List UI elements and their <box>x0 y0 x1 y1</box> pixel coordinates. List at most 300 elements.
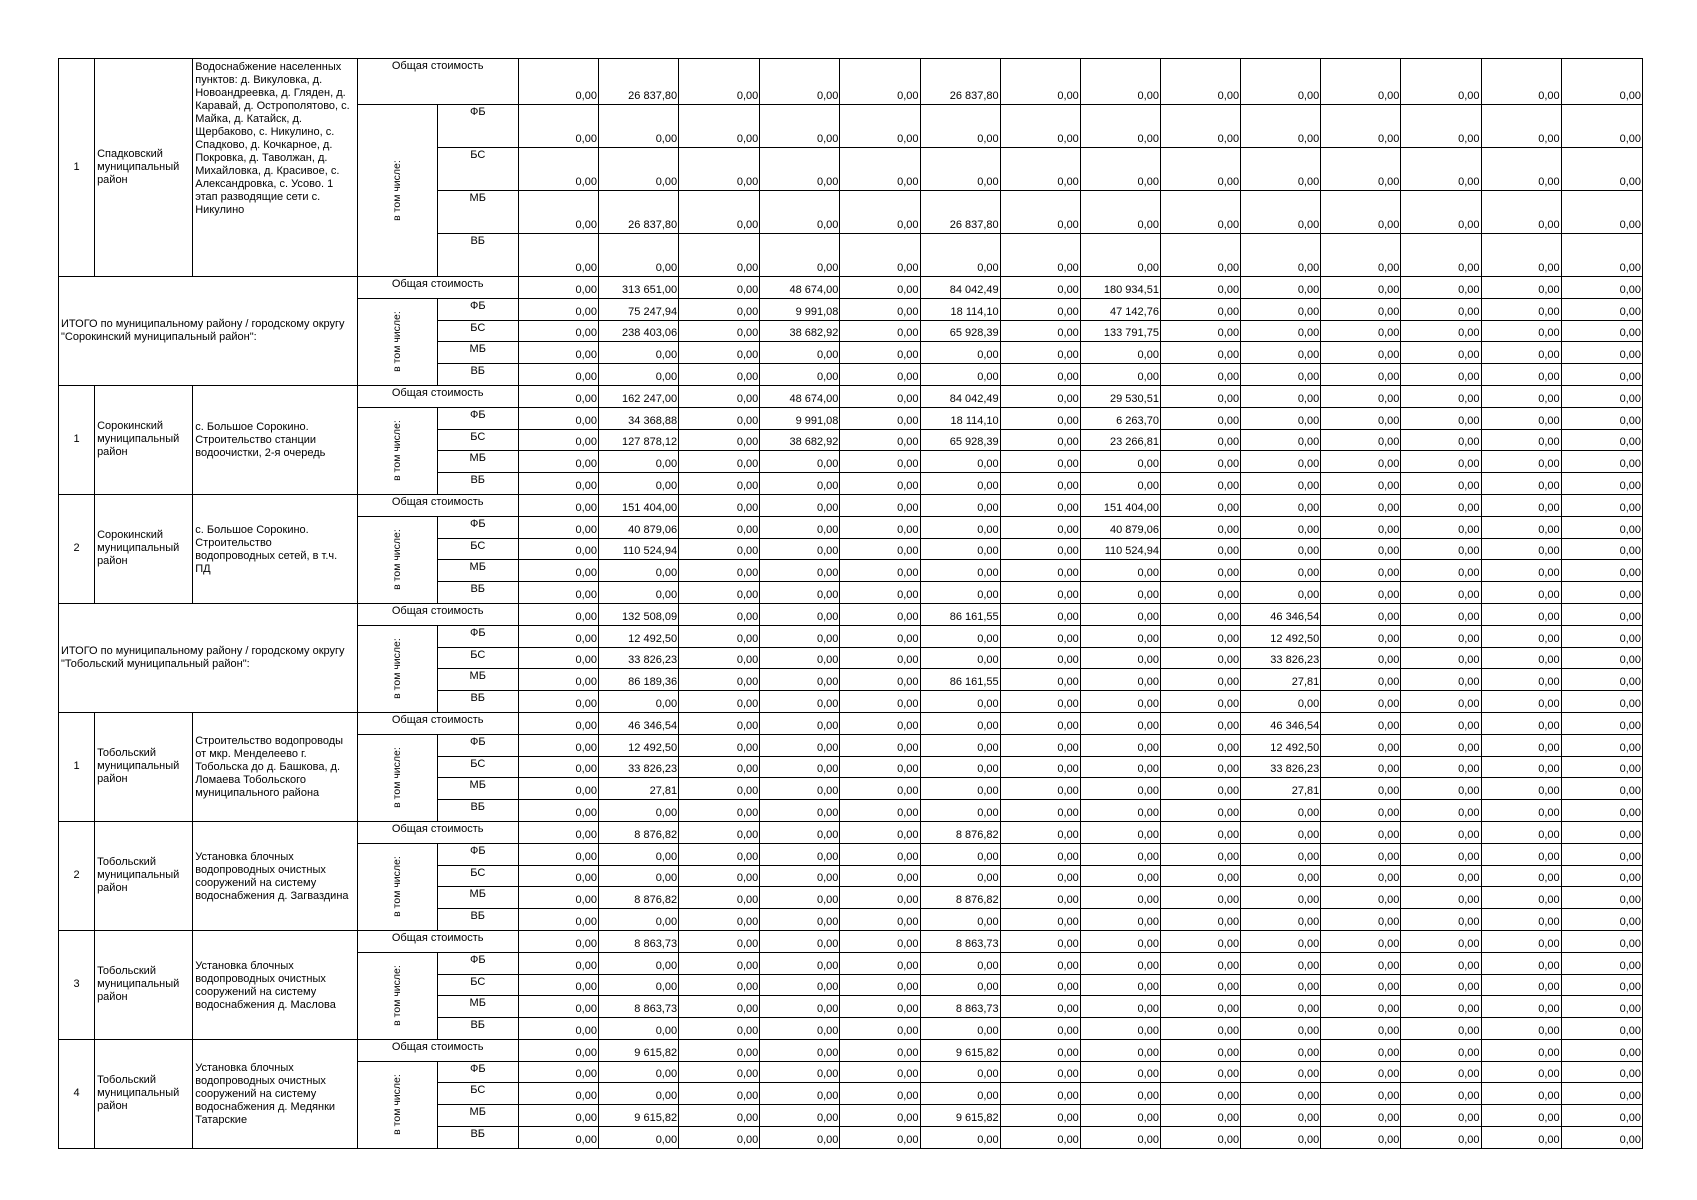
amount-cell: 0,00 <box>1401 952 1481 974</box>
amount-cell: 0,00 <box>1561 277 1642 299</box>
amount-cell: 0,00 <box>1481 538 1561 560</box>
amount-cell: 0,00 <box>1401 538 1481 560</box>
amount-cell: 0,00 <box>1000 516 1080 538</box>
amount-cell: 0,00 <box>760 105 840 148</box>
amount-cell: 34 368,88 <box>598 407 678 429</box>
amount-cell: 151 404,00 <box>598 494 678 516</box>
amount-cell: 0,00 <box>840 952 920 974</box>
amount-cell: 0,00 <box>920 778 1000 800</box>
amount-cell: 27,81 <box>1241 669 1321 691</box>
amount-cell: 0,00 <box>518 996 598 1018</box>
amount-cell: 0,00 <box>1561 996 1642 1018</box>
amount-cell: 0,00 <box>1000 603 1080 625</box>
amount-cell: 0,00 <box>518 473 598 495</box>
amount-cell: 0,00 <box>1000 407 1080 429</box>
amount-cell: 0,00 <box>1401 909 1481 931</box>
amount-cell: 0,00 <box>598 364 678 386</box>
amount-cell: 0,00 <box>1481 105 1561 148</box>
amount-cell: 75 247,94 <box>598 298 678 320</box>
amount-cell: 0,00 <box>840 843 920 865</box>
amount-cell: 0,00 <box>1160 298 1240 320</box>
amount-cell: 0,00 <box>920 625 1000 647</box>
amount-cell: 0,00 <box>518 1018 598 1040</box>
amount-cell: 313 651,00 <box>598 277 678 299</box>
amount-cell: 0,00 <box>1481 407 1561 429</box>
amount-cell: 0,00 <box>840 887 920 909</box>
total-label: ИТОГО по муниципальному району / городскому округу "Сорокинский муниципальный район": <box>59 277 358 386</box>
amount-cell: 0,00 <box>1000 821 1080 843</box>
amount-cell: 0,00 <box>840 778 920 800</box>
amount-cell: 0,00 <box>920 494 1000 516</box>
amount-cell: 0,00 <box>1160 105 1240 148</box>
amount-cell: 0,00 <box>1321 516 1401 538</box>
amount-cell: 0,00 <box>1481 342 1561 364</box>
amount-cell: 0,00 <box>1481 516 1561 538</box>
amount-cell: 0,00 <box>920 756 1000 778</box>
including-label <box>357 625 437 712</box>
table-row <box>59 821 1643 843</box>
amount-cell: 0,00 <box>1401 59 1481 105</box>
amount-cell: 0,00 <box>1000 952 1080 974</box>
amount-cell: 0,00 <box>920 582 1000 604</box>
amount-cell: 0,00 <box>1321 298 1401 320</box>
amount-cell: 0,00 <box>1160 1105 1240 1127</box>
amount-cell: 0,00 <box>1561 1039 1642 1061</box>
amount-cell: 0,00 <box>1241 105 1321 148</box>
amount-cell: 0,00 <box>1321 105 1401 148</box>
amount-cell: 0,00 <box>840 625 920 647</box>
amount-cell: 0,00 <box>920 974 1000 996</box>
amount-cell: 0,00 <box>1561 105 1642 148</box>
amount-cell: 0,00 <box>1561 887 1642 909</box>
fund-label: БС <box>437 1083 518 1105</box>
fund-label: МБ <box>437 560 518 582</box>
amount-cell: 0,00 <box>1241 538 1321 560</box>
amount-cell: 0,00 <box>679 277 760 299</box>
amount-cell: 0,00 <box>1000 1018 1080 1040</box>
total-cost-label: Общая стоимость <box>357 712 518 734</box>
fund-label: БС <box>437 756 518 778</box>
amount-cell: 0,00 <box>518 516 598 538</box>
amount-cell: 0,00 <box>920 843 1000 865</box>
amount-cell: 0,00 <box>679 691 760 713</box>
amount-cell: 0,00 <box>1401 1083 1481 1105</box>
amount-cell: 0,00 <box>1401 1061 1481 1083</box>
amount-cell: 0,00 <box>920 473 1000 495</box>
amount-cell: 0,00 <box>1561 429 1642 451</box>
amount-cell: 0,00 <box>1000 320 1080 342</box>
amount-cell: 0,00 <box>679 298 760 320</box>
amount-cell: 0,00 <box>1481 560 1561 582</box>
amount-cell: 0,00 <box>598 865 678 887</box>
amount-cell: 0,00 <box>920 105 1000 148</box>
amount-cell: 0,00 <box>1481 277 1561 299</box>
amount-cell: 0,00 <box>1000 625 1080 647</box>
amount-cell: 0,00 <box>920 516 1000 538</box>
amount-cell: 0,00 <box>518 298 598 320</box>
amount-cell: 0,00 <box>1000 930 1080 952</box>
amount-cell: 0,00 <box>1160 756 1240 778</box>
amount-cell: 0,00 <box>1481 712 1561 734</box>
amount-cell: 0,00 <box>679 909 760 931</box>
amount-cell: 0,00 <box>679 494 760 516</box>
fund-label: БС <box>437 865 518 887</box>
amount-cell: 0,00 <box>679 843 760 865</box>
amount-cell: 0,00 <box>1321 603 1401 625</box>
amount-cell: 0,00 <box>1160 342 1240 364</box>
amount-cell: 0,00 <box>1241 364 1321 386</box>
amount-cell: 0,00 <box>760 974 840 996</box>
amount-cell: 0,00 <box>760 364 840 386</box>
amount-cell: 0,00 <box>1561 298 1642 320</box>
amount-cell: 0,00 <box>679 1105 760 1127</box>
amount-cell: 0,00 <box>518 560 598 582</box>
amount-cell: 0,00 <box>760 148 840 191</box>
amount-cell: 0,00 <box>1160 996 1240 1018</box>
amount-cell: 0,00 <box>518 647 598 669</box>
amount-cell: 0,00 <box>1561 909 1642 931</box>
amount-cell: 0,00 <box>1401 669 1481 691</box>
amount-cell: 0,00 <box>1241 191 1321 234</box>
amount-cell: 48 674,00 <box>760 385 840 407</box>
amount-cell: 0,00 <box>1000 451 1080 473</box>
amount-cell: 0,00 <box>1000 429 1080 451</box>
amount-cell: 0,00 <box>1321 320 1401 342</box>
amount-cell: 0,00 <box>1321 191 1401 234</box>
amount-cell: 0,00 <box>920 712 1000 734</box>
amount-cell: 0,00 <box>1241 974 1321 996</box>
amount-cell: 0,00 <box>760 712 840 734</box>
amount-cell: 0,00 <box>1481 734 1561 756</box>
fund-label: ВБ <box>437 234 518 277</box>
including-label <box>357 105 437 277</box>
amount-cell: 0,00 <box>1561 451 1642 473</box>
amount-cell: 0,00 <box>1080 582 1160 604</box>
amount-cell: 0,00 <box>1000 364 1080 386</box>
amount-cell: 0,00 <box>1321 277 1401 299</box>
amount-cell: 0,00 <box>760 1105 840 1127</box>
amount-cell: 0,00 <box>1401 996 1481 1018</box>
amount-cell: 0,00 <box>1241 1105 1321 1127</box>
amount-cell: 0,00 <box>840 821 920 843</box>
amount-cell: 48 674,00 <box>760 277 840 299</box>
amount-cell: 0,00 <box>1080 191 1160 234</box>
amount-cell: 127 878,12 <box>598 429 678 451</box>
amount-cell: 0,00 <box>840 234 920 277</box>
amount-cell: 0,00 <box>598 451 678 473</box>
amount-cell: 0,00 <box>1401 407 1481 429</box>
amount-cell: 40 879,06 <box>598 516 678 538</box>
amount-cell: 0,00 <box>1561 364 1642 386</box>
amount-cell: 26 837,80 <box>598 59 678 105</box>
amount-cell: 0,00 <box>518 800 598 822</box>
amount-cell: 0,00 <box>1561 1018 1642 1040</box>
amount-cell: 0,00 <box>1561 778 1642 800</box>
amount-cell: 0,00 <box>518 952 598 974</box>
amount-cell: 0,00 <box>1000 538 1080 560</box>
amount-cell: 0,00 <box>840 603 920 625</box>
amount-cell: 0,00 <box>1080 234 1160 277</box>
fund-label: ВБ <box>437 1018 518 1040</box>
amount-cell: 0,00 <box>760 538 840 560</box>
amount-cell: 0,00 <box>1080 59 1160 105</box>
amount-cell: 0,00 <box>1160 734 1240 756</box>
amount-cell: 0,00 <box>1401 712 1481 734</box>
amount-cell: 18 114,10 <box>920 298 1000 320</box>
amount-cell: 38 682,92 <box>760 429 840 451</box>
amount-cell: 0,00 <box>1481 996 1561 1018</box>
amount-cell: 0,00 <box>1321 385 1401 407</box>
amount-cell: 0,00 <box>840 148 920 191</box>
amount-cell: 0,00 <box>1401 191 1481 234</box>
amount-cell: 0,00 <box>598 1127 678 1149</box>
amount-cell: 26 837,80 <box>920 59 1000 105</box>
amount-cell: 0,00 <box>518 778 598 800</box>
amount-cell: 0,00 <box>1481 385 1561 407</box>
amount-cell: 0,00 <box>1160 191 1240 234</box>
amount-cell: 0,00 <box>598 148 678 191</box>
amount-cell: 0,00 <box>840 756 920 778</box>
amount-cell: 0,00 <box>1241 930 1321 952</box>
amount-cell: 0,00 <box>1241 277 1321 299</box>
amount-cell: 0,00 <box>1000 298 1080 320</box>
amount-cell: 0,00 <box>1000 887 1080 909</box>
amount-cell: 0,00 <box>1241 865 1321 887</box>
fund-label: МБ <box>437 1105 518 1127</box>
amount-cell: 0,00 <box>1321 582 1401 604</box>
amount-cell: 0,00 <box>1160 800 1240 822</box>
amount-cell: 0,00 <box>1401 148 1481 191</box>
amount-cell: 0,00 <box>920 1061 1000 1083</box>
amount-cell: 0,00 <box>760 234 840 277</box>
amount-cell: 0,00 <box>1481 234 1561 277</box>
amount-cell: 0,00 <box>840 865 920 887</box>
amount-cell: 0,00 <box>1000 909 1080 931</box>
amount-cell: 0,00 <box>518 974 598 996</box>
amount-cell: 0,00 <box>1000 342 1080 364</box>
amount-cell: 0,00 <box>760 1018 840 1040</box>
amount-cell: 0,00 <box>1000 277 1080 299</box>
amount-cell: 0,00 <box>1080 1083 1160 1105</box>
amount-cell: 0,00 <box>1481 494 1561 516</box>
amount-cell: 0,00 <box>1401 1105 1481 1127</box>
amount-cell: 0,00 <box>1000 778 1080 800</box>
amount-cell: 0,00 <box>1321 887 1401 909</box>
table-row <box>59 712 1643 734</box>
amount-cell: 0,00 <box>1080 364 1160 386</box>
amount-cell: 0,00 <box>518 148 598 191</box>
amount-cell: 0,00 <box>1241 1127 1321 1149</box>
amount-cell: 0,00 <box>1321 821 1401 843</box>
amount-cell: 0,00 <box>518 909 598 931</box>
amount-cell: 0,00 <box>1000 148 1080 191</box>
amount-cell: 0,00 <box>679 996 760 1018</box>
amount-cell: 0,00 <box>1401 1018 1481 1040</box>
fund-label: ВБ <box>437 909 518 931</box>
amount-cell: 0,00 <box>1481 473 1561 495</box>
amount-cell: 0,00 <box>679 1039 760 1061</box>
fund-label: МБ <box>437 778 518 800</box>
amount-cell: 0,00 <box>518 277 598 299</box>
amount-cell: 46 346,54 <box>1241 603 1321 625</box>
amount-cell: 0,00 <box>679 538 760 560</box>
amount-cell: 0,00 <box>518 407 598 429</box>
amount-cell: 0,00 <box>840 320 920 342</box>
amount-cell: 0,00 <box>1561 734 1642 756</box>
amount-cell: 0,00 <box>1401 974 1481 996</box>
amount-cell: 0,00 <box>518 320 598 342</box>
municipality-name: Сорокинский муниципальный район <box>95 385 193 494</box>
amount-cell: 0,00 <box>518 930 598 952</box>
amount-cell: 0,00 <box>679 930 760 952</box>
amount-cell: 8 863,73 <box>920 930 1000 952</box>
amount-cell: 84 042,49 <box>920 385 1000 407</box>
amount-cell: 0,00 <box>840 1083 920 1105</box>
amount-cell: 0,00 <box>840 342 920 364</box>
amount-cell: 0,00 <box>1080 1018 1160 1040</box>
fund-label: МБ <box>437 451 518 473</box>
amount-cell: 0,00 <box>1160 538 1240 560</box>
amount-cell: 0,00 <box>920 538 1000 560</box>
amount-cell: 0,00 <box>1241 234 1321 277</box>
amount-cell: 0,00 <box>1561 625 1642 647</box>
amount-cell: 0,00 <box>1241 560 1321 582</box>
including-text: в том числе: <box>390 529 403 591</box>
total-cost-label: Общая стоимость <box>357 603 518 625</box>
amount-cell: 0,00 <box>1321 1018 1401 1040</box>
amount-cell: 0,00 <box>1160 603 1240 625</box>
amount-cell: 0,00 <box>1401 821 1481 843</box>
amount-cell: 0,00 <box>679 473 760 495</box>
amount-cell: 0,00 <box>1000 712 1080 734</box>
amount-cell: 0,00 <box>760 451 840 473</box>
amount-cell: 0,00 <box>1000 1105 1080 1127</box>
amount-cell: 0,00 <box>598 1083 678 1105</box>
amount-cell: 0,00 <box>679 865 760 887</box>
amount-cell: 0,00 <box>760 191 840 234</box>
amount-cell: 0,00 <box>1080 800 1160 822</box>
including-text: в том числе: <box>390 1074 403 1136</box>
amount-cell: 0,00 <box>1561 712 1642 734</box>
fund-label: ФБ <box>437 1061 518 1083</box>
amount-cell: 0,00 <box>1401 625 1481 647</box>
amount-cell: 0,00 <box>679 647 760 669</box>
amount-cell: 0,00 <box>1160 691 1240 713</box>
amount-cell: 0,00 <box>518 451 598 473</box>
object-description: Установка блочных водопроводных очистных сооружений на систему водоснабжения д. Медянки Татарские <box>193 1039 357 1148</box>
amount-cell: 26 837,80 <box>920 191 1000 234</box>
amount-cell: 0,00 <box>1321 1127 1401 1149</box>
fund-label: ФБ <box>437 843 518 865</box>
amount-cell: 0,00 <box>518 865 598 887</box>
amount-cell: 0,00 <box>679 191 760 234</box>
amount-cell: 8 863,73 <box>598 930 678 952</box>
amount-cell: 0,00 <box>760 669 840 691</box>
amount-cell: 6 263,70 <box>1080 407 1160 429</box>
amount-cell: 12 492,50 <box>1241 734 1321 756</box>
amount-cell: 0,00 <box>1561 1083 1642 1105</box>
amount-cell: 0,00 <box>518 1061 598 1083</box>
amount-cell: 0,00 <box>1401 1039 1481 1061</box>
amount-cell: 8 863,73 <box>598 996 678 1018</box>
amount-cell: 0,00 <box>518 887 598 909</box>
amount-cell: 0,00 <box>1481 974 1561 996</box>
amount-cell: 0,00 <box>1160 364 1240 386</box>
amount-cell: 162 247,00 <box>598 385 678 407</box>
amount-cell: 0,00 <box>1561 582 1642 604</box>
amount-cell: 0,00 <box>1481 191 1561 234</box>
amount-cell: 0,00 <box>1000 1061 1080 1083</box>
amount-cell: 84 042,49 <box>920 277 1000 299</box>
including-text: в том числе: <box>390 420 403 482</box>
amount-cell: 0,00 <box>840 1018 920 1040</box>
amount-cell: 0,00 <box>1481 930 1561 952</box>
amount-cell: 0,00 <box>1241 473 1321 495</box>
amount-cell: 0,00 <box>1321 647 1401 669</box>
amount-cell: 27,81 <box>598 778 678 800</box>
amount-cell: 0,00 <box>1481 887 1561 909</box>
fund-label: МБ <box>437 996 518 1018</box>
amount-cell: 0,00 <box>1241 1018 1321 1040</box>
fund-label: ВБ <box>437 691 518 713</box>
amount-cell: 0,00 <box>1000 234 1080 277</box>
amount-cell: 0,00 <box>1080 865 1160 887</box>
amount-cell: 0,00 <box>1401 516 1481 538</box>
amount-cell: 0,00 <box>598 342 678 364</box>
amount-cell: 0,00 <box>840 1061 920 1083</box>
object-description: Водоснабжение населенных пунктов: д. Викуловка, д. Новоандреевка, д. Гляден, д. Каравай, д. Острополятово, с. Майка, д. Катайск, д. Щербаково, с. Никулино, с. Спадково, д. Кочкарное, д. Покровка, д. Таволжан, д. Михайловка, д. Красивое, с. Александровка, с. Усово. 1 этап разводящие сети с. Никулино <box>193 59 357 277</box>
amount-cell: 0,00 <box>1321 996 1401 1018</box>
amount-cell: 0,00 <box>760 800 840 822</box>
amount-cell: 0,00 <box>760 930 840 952</box>
amount-cell: 0,00 <box>1321 234 1401 277</box>
item-number: 1 <box>59 712 95 821</box>
amount-cell: 0,00 <box>1000 494 1080 516</box>
municipality-name: Тобольский муниципальный район <box>95 712 193 821</box>
amount-cell: 8 876,82 <box>920 821 1000 843</box>
including-text: в том числе: <box>390 311 403 373</box>
amount-cell: 0,00 <box>760 756 840 778</box>
amount-cell: 0,00 <box>1241 407 1321 429</box>
amount-cell: 0,00 <box>1080 821 1160 843</box>
amount-cell: 0,00 <box>1080 1105 1160 1127</box>
amount-cell: 0,00 <box>1080 1039 1160 1061</box>
amount-cell: 9 615,82 <box>920 1105 1000 1127</box>
amount-cell: 0,00 <box>840 59 920 105</box>
amount-cell: 0,00 <box>1160 451 1240 473</box>
amount-cell: 0,00 <box>1321 865 1401 887</box>
amount-cell: 0,00 <box>760 473 840 495</box>
amount-cell: 0,00 <box>1160 429 1240 451</box>
amount-cell: 0,00 <box>1401 843 1481 865</box>
amount-cell: 0,00 <box>920 234 1000 277</box>
amount-cell: 0,00 <box>1321 909 1401 931</box>
amount-cell: 0,00 <box>1481 603 1561 625</box>
amount-cell: 0,00 <box>1561 516 1642 538</box>
amount-cell: 0,00 <box>760 865 840 887</box>
amount-cell: 27,81 <box>1241 778 1321 800</box>
amount-cell: 0,00 <box>1160 887 1240 909</box>
amount-cell: 0,00 <box>1561 560 1642 582</box>
amount-cell: 0,00 <box>1481 821 1561 843</box>
amount-cell: 0,00 <box>920 1018 1000 1040</box>
amount-cell: 0,00 <box>760 1061 840 1083</box>
amount-cell: 0,00 <box>840 105 920 148</box>
including-text: в том числе: <box>390 856 403 918</box>
amount-cell: 0,00 <box>840 407 920 429</box>
amount-cell: 0,00 <box>598 691 678 713</box>
amount-cell: 0,00 <box>1241 1039 1321 1061</box>
